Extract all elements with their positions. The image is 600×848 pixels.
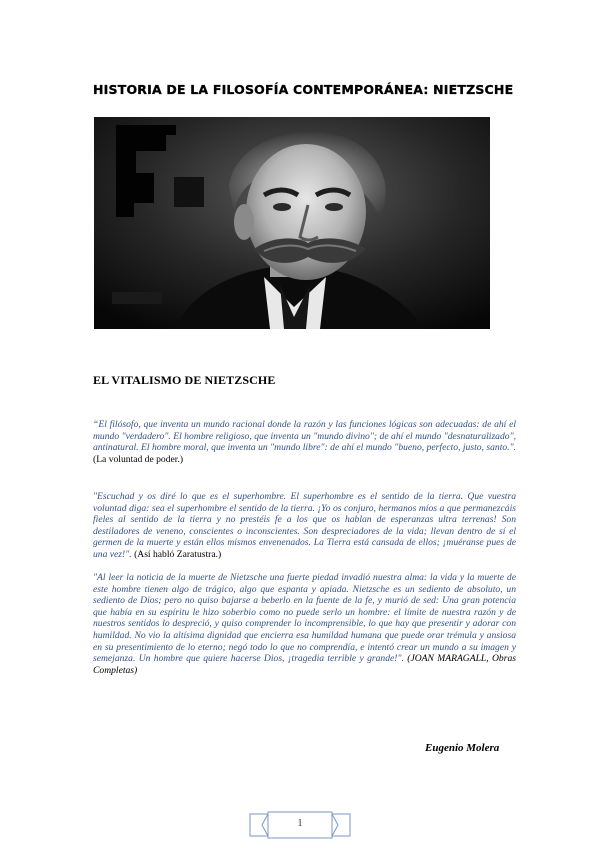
section-heading: EL VITALISMO DE NIETZSCHE	[93, 373, 276, 387]
page-number-banner	[248, 810, 352, 840]
quote-source: (JOAN MARAGALL, Obras Completas)	[93, 653, 516, 676]
quote-maragall	[93, 572, 516, 676]
page-number: 1	[297, 818, 303, 829]
quote-text: "Escuchad y os diré lo que es el superhombre. El superhombre es el sentido de la tierra. Que vuestra voluntad diga: sea el superhombre el sentido de la tierra. ¡Yo os conjuro, hermanos míos a que permanezcáis fieles al sentido de la tierra y no prestéis fe a los que os hablan de esperanzas ultra terrenas! Son destiladores de veneno, conscientes o inconscientes. Son despreciadores de la vida; llevan dentro de sí el germen de la muerte y están ellos mismos envenenados. La Tierra está cansada de ellos; ¡muéranse pues de una vez!".	[93, 491, 516, 560]
quote-text: “El filósofo, que inventa un mundo racional donde la razón y las funciones lógicas son adecuadas: de ahí el mundo "verdadero". El hombre religioso, que inventa un "mundo divino"; de ahí el mundo "desnaturalizado", antinatural. El hombre moral, que inventa un "mundo libre": de ahí el mundo "bueno, perfecto, justo, santo.".	[93, 419, 516, 454]
quote-text: "Al leer la noticia de la muerte de Nietzsche una fuerte piedad invadió nuestra alma: la vida y la muerte de este hombre tienen algo de trágico, algo que espanta y apiada. Nietzsche es un sediento de absoluto, un sediento de Dios; pero no quiso bajarse a beberlo en la fuente de la fe, y murió de sed: Una gran potencia que había en su espíritu le hizo soberbio como no puede serlo un hombre: el límite de nuestra razón y de nuestros sentidos lo despreció, y quiso comprender lo incomprensible, lo que hay que presentir y adorar con humildad. No vio la altísima dignidad que encierra esa humildad humana que puede orar trémula y ansiosa en su presentimiento de lo eterno; negó todo lo que no comprendía, e intentó crear un mundo a su imagen y semejanza. Un hombre que quiere hacerse Dios, ¡tragedia terrible y grande!".	[93, 572, 516, 665]
portrait-photo	[94, 117, 490, 329]
quote-voluntad-de-poder	[93, 419, 516, 465]
document-title: HISTORIA DE LA FILOSOFÍA CONTEMPORÁNEA: NIETZSCHE	[93, 82, 514, 97]
quote-source: (Así habló Zaratustra.)	[131, 548, 222, 560]
quote-source: (La voluntad de poder.)	[93, 453, 184, 465]
quote-zaratustra	[93, 491, 516, 561]
author-name: Eugenio Molera	[425, 742, 500, 754]
